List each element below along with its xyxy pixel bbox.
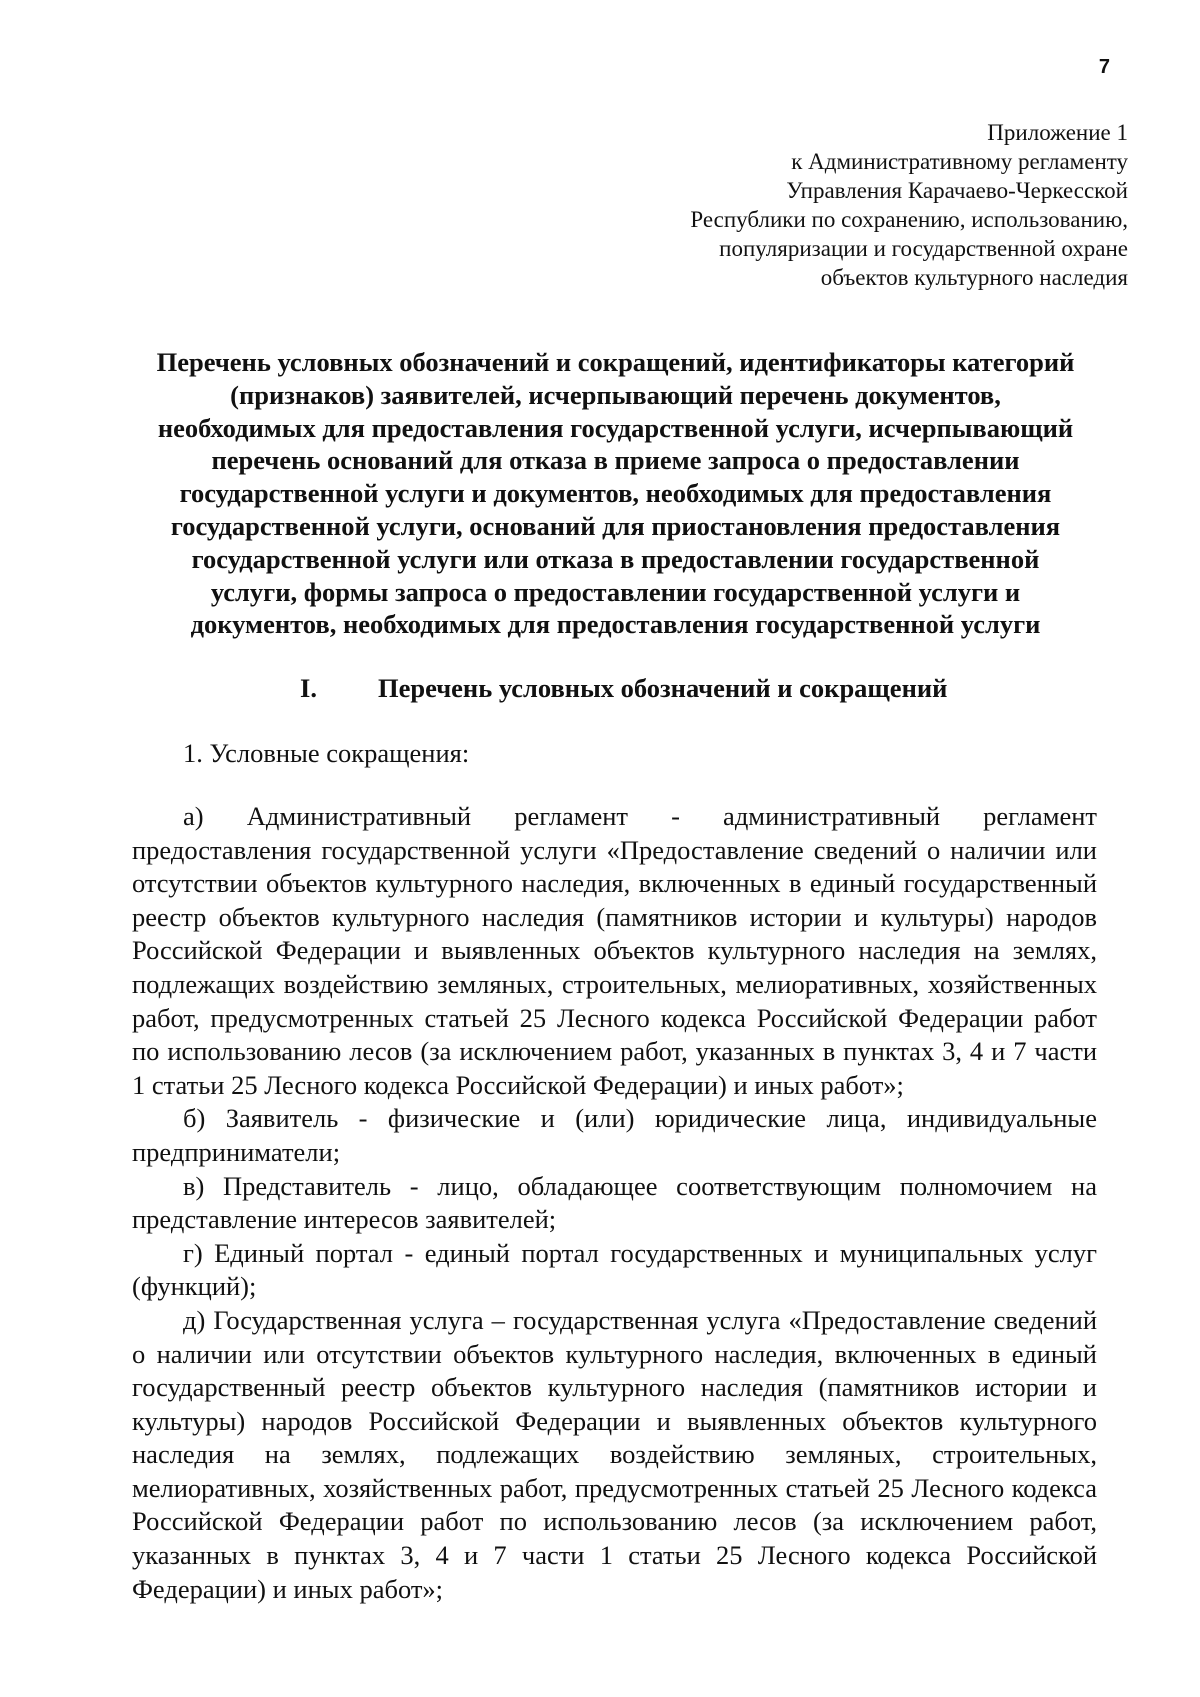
title-line: государственной услуги, оснований для приостановления предоставления: [170, 510, 1061, 541]
appendix-header: [690, 118, 1128, 292]
section-title: Перечень условных обозначений и сокращений: [378, 673, 948, 703]
paragraph: д) Государственная услуга – государственная услуга «Предоставление сведений о наличии или отсутствии объектов культурного наследия, включенных в единый государственный реестр объектов культурного наследия (памятников истории и культуры) народов Российской Федерации и выявленных объектов культурного наследия на землях, подлежащих воздействию земляных, строительных, мелиоративных, хозяйственных работ, предусмотренных статьей 25 Лесного кодекса Российской Федерации работ по использованию лесов (за исключением работ, указанных в пунктах 3, 4 и 7 части 1 статьи 25 Лесного кодекса Российской Федерации) и иных работ»;: [132, 1304, 1097, 1604]
page-number: 7: [1098, 56, 1110, 78]
title-line: необходимых для предоставления государственной услуги, исчерпывающий: [157, 412, 1074, 443]
subheading: 1. Условные сокращения:: [183, 738, 470, 768]
title-line: (признаков) заявителей, исчерпывающий перечень документов,: [230, 379, 1001, 410]
title-line: государственной услуги или отказа в предоставлении государственной: [191, 543, 1040, 574]
appendix-line: Управления Карачаево-Черкесской: [786, 178, 1128, 203]
section-number: I.: [300, 673, 317, 703]
appendix-line: Республики по сохранению, использованию,: [690, 207, 1128, 232]
paragraph: г) Единый портал - единый портал государственных и муниципальных услуг (функций);: [132, 1237, 1097, 1302]
paragraph: в) Представитель - лицо, обладающее соответствующим полномочием на представление интересов заявителей;: [132, 1170, 1097, 1235]
appendix-line: Приложение 1: [987, 120, 1128, 145]
document-title: [128, 346, 1103, 641]
appendix-line: объектов культурного наследия: [820, 265, 1128, 290]
appendix-line: к Административному регламенту: [791, 149, 1128, 174]
body-text: [132, 800, 1097, 1606]
appendix-line: популяризации и государственной охране: [719, 236, 1128, 261]
title-line: перечень оснований для отказа в приеме запроса о предоставлении: [211, 445, 1020, 476]
title-line: услуги, формы запроса о предоставлении государственной услуги и: [210, 576, 1021, 607]
title-line: документов, необходимых для предоставления государственной услуги: [190, 609, 1041, 640]
section-heading: [300, 672, 947, 704]
paragraph: б) Заявитель - физические и (или) юридические лица, индивидуальные предприниматели;: [132, 1103, 1097, 1167]
title-line: государственной услуги и документов, необходимых для предоставления: [179, 478, 1052, 509]
title-line: Перечень условных обозначений и сокращений, идентификаторы категорий: [156, 347, 1075, 377]
paragraph: а) Административный регламент - административный регламент предоставления государственной услуги «Предоставление сведений о наличии или отсутствии объектов культурного наследия, включенных в единый государственный реестр объектов культурного наследия (памятников истории и культуры) народов Российской Федерации и выявленных объектов культурного наследия на землях, подлежащих воздействию земляных, строительных, мелиоративных, хозяйственных работ, предусмотренных статьей 25 Лесного кодекса Российской Федерации работ по использованию лесов (за исключением работ, указанных в пунктах 3, 4 и 7 части 1 статьи 25 Лесного кодекса Российской Федерации) и иных работ»;: [132, 801, 1097, 1100]
